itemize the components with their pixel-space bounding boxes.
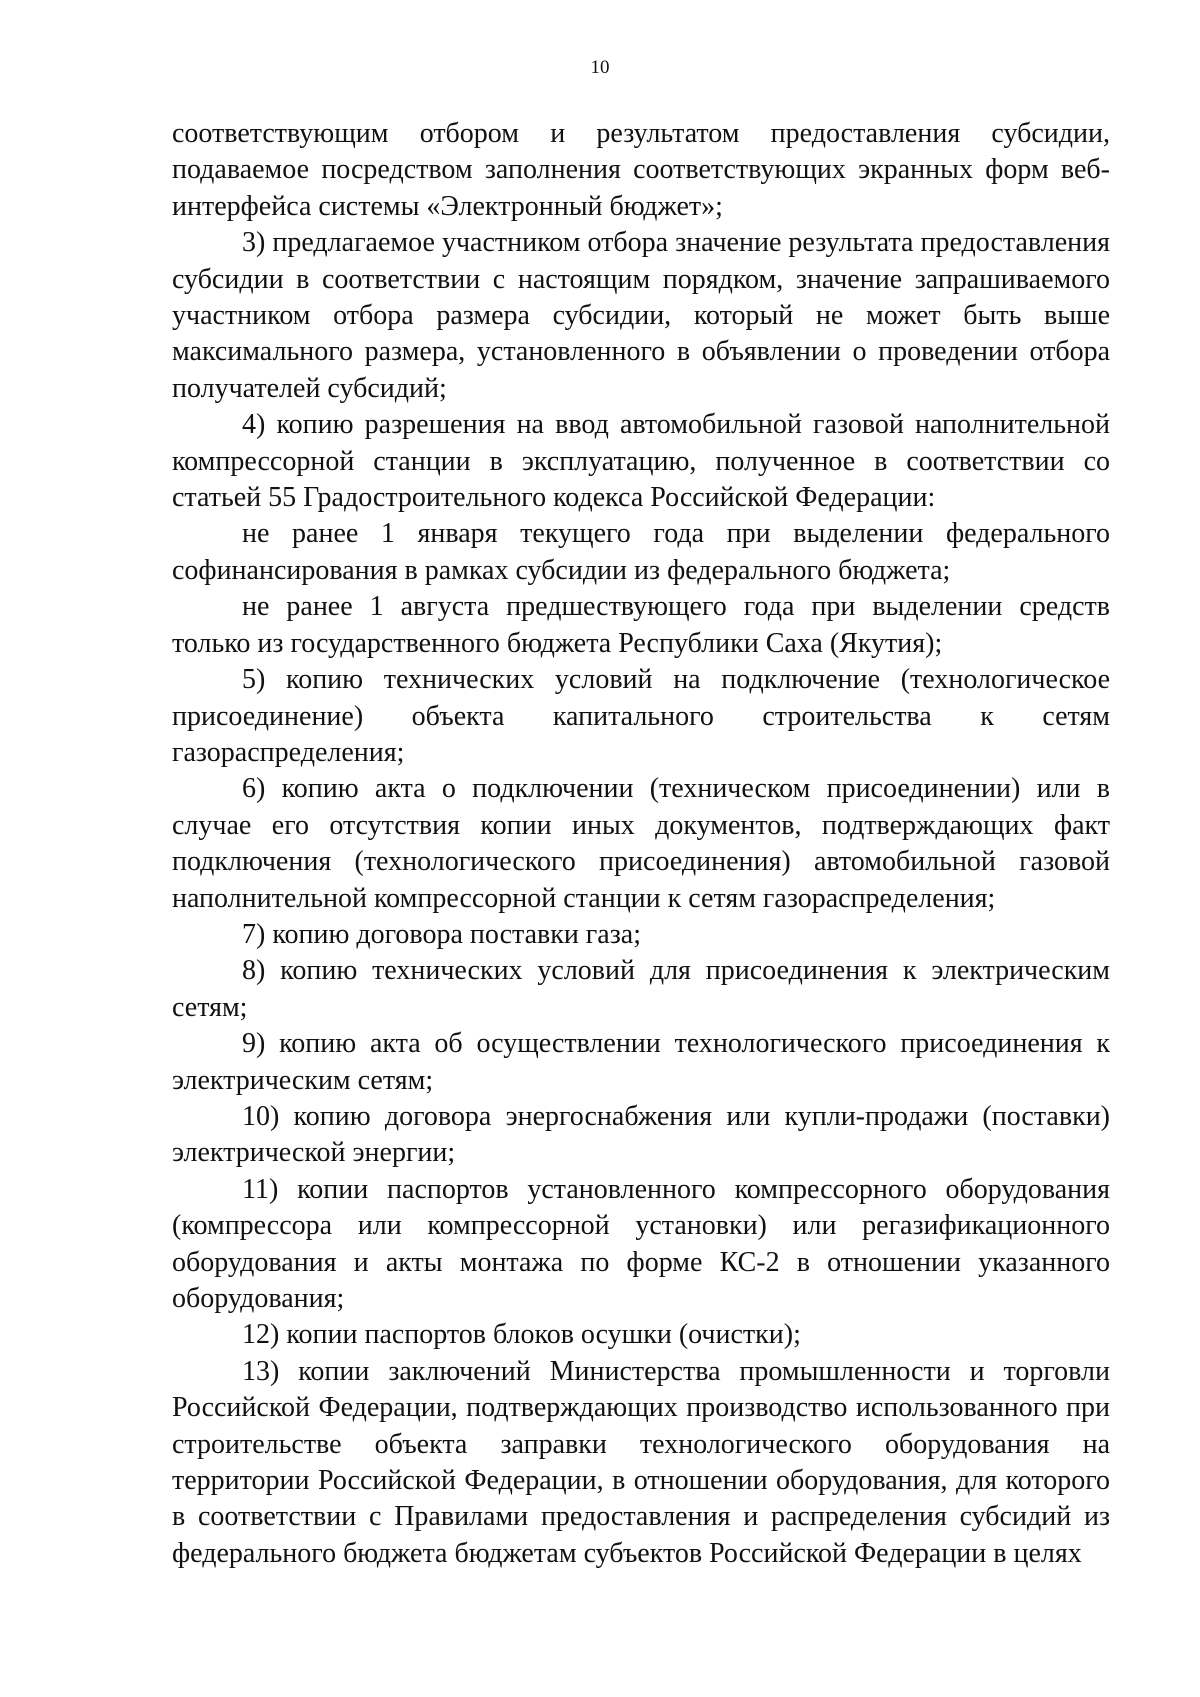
- paragraph-item-3: 3) предлагаемое участником отбора значение результата предоставления субсидии в соответствии с настоящим порядком, значение запрашиваемого участником отбора размера субсидии, который не может быть выше максимального размера, установленного в объявлении о проведении отбора получателей субсидий;: [172, 227, 1110, 404]
- paragraph-item-12: 12) копии паспортов блоков осушки (очистки);: [242, 1319, 801, 1351]
- paragraph-continuation: соответствующим отбором и результатом предоставления субсидии, подаваемое посредством заполнения соответствующих экранных форм веб-интерфейса системы «Электронный бюджет»;: [172, 118, 1110, 222]
- paragraph-item-9: 9) копию акта об осуществлении технологического присоединения к электрическим сетям;: [172, 1028, 1110, 1096]
- paragraph-item-8: 8) копию технических условий для присоединения к электрическим сетям;: [172, 955, 1110, 1023]
- paragraph-item-4-subitem-1: не ранее 1 января текущего года при выделении федерального софинансирования в рамках субсидии из федерального бюджета;: [172, 518, 1110, 586]
- page-number: 10: [590, 57, 610, 78]
- paragraph-item-6: 6) копию акта о подключении (техническом присоединении) или в случае его отсутствия копии иных документов, подтверждающих факт подключения (технологического присоединения) автомобильной газовой наполнительной компрессорной станции к сетям газораспределения;: [172, 773, 1110, 914]
- paragraph-item-11: 11) копии паспортов установленного компрессорного оборудования (компрессора или компрессорной установки) или регазификационного оборудования и акты монтажа по форме КС-2 в отношении указанного оборудования;: [172, 1173, 1110, 1314]
- paragraph-item-5: 5) копию технических условий на подключение (технологическое присоединение) объекта капитального строительства к сетям газораспределения;: [172, 664, 1110, 768]
- paragraph-item-13: 13) копии заключений Министерства промышленности и торговли Российской Федерации, подтверждающих производство использованного при строительстве объекта заправки технологического оборудования на территории Российской Федерации, в отношении оборудования, для которого в соответствии с Правилами предоставления и распределения субсидий из федерального бюджета бюджетам субъектов Российской Федерации в целях: [172, 1355, 1110, 1569]
- paragraph-item-10: 10) копию договора энергоснабжения или купли-продажи (поставки) электрической энергии;: [172, 1100, 1110, 1169]
- document-body: [172, 116, 1110, 1572]
- paragraph-item-4-subitem-2: не ранее 1 августа предшествующего года при выделении средств только из государственного бюджета Республики Саха (Якутия);: [172, 591, 1110, 659]
- paragraph-item-7: 7) копию договора поставки газа;: [242, 918, 641, 950]
- paragraph-item-4: 4) копию разрешения на ввод автомобильной газовой наполнительной компрессорной станции в эксплуатацию, полученное в соответствии со статьей 55 Градостроительного кодекса Российской Федерации:: [172, 409, 1110, 514]
